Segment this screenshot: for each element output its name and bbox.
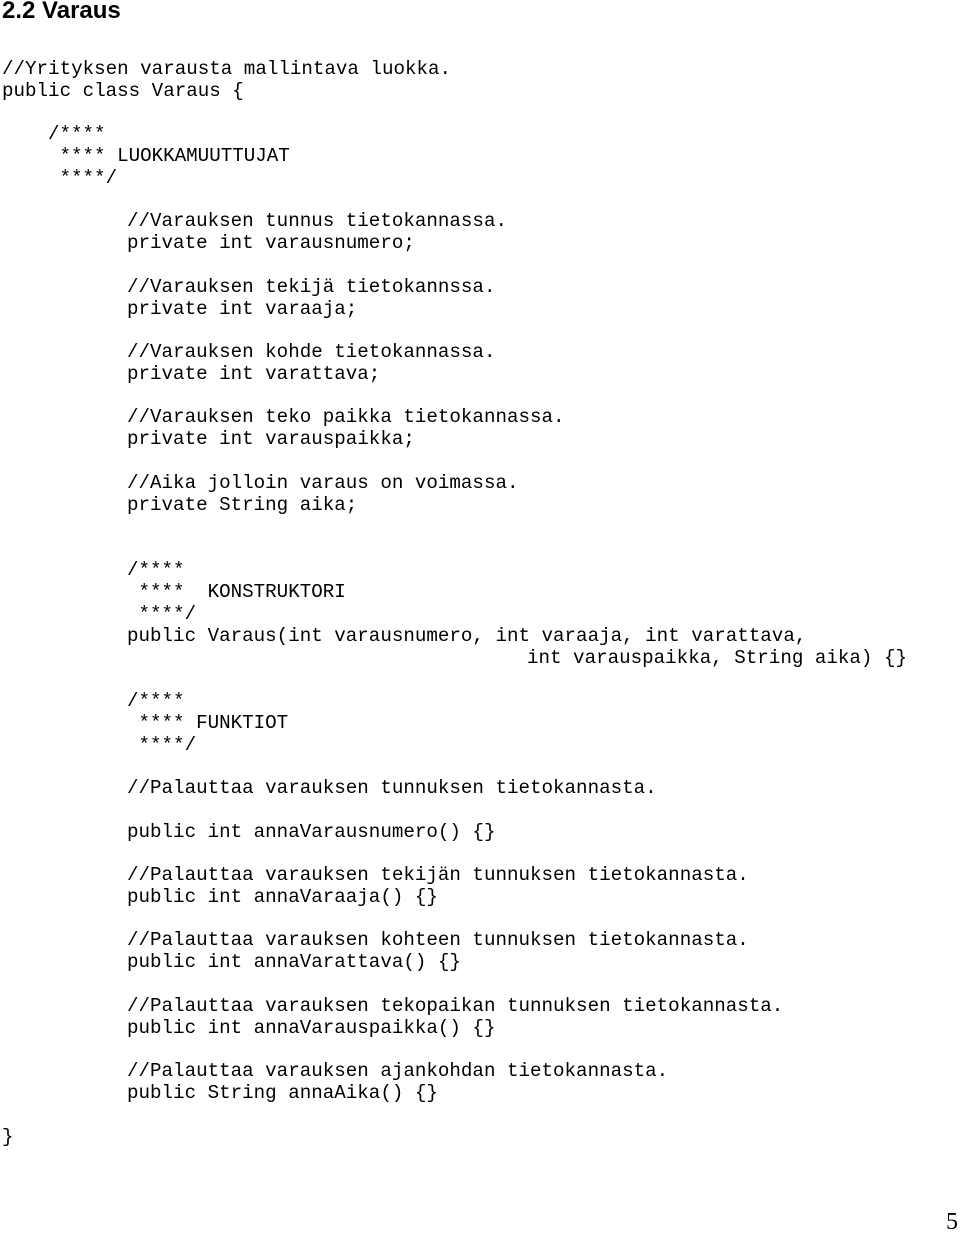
section-heading: 2.2 Varaus bbox=[2, 0, 121, 24]
code-line: int varauspaikka, String aika) {} bbox=[527, 647, 907, 669]
code-line: //Palauttaa varauksen kohteen tunnuksen tietokannasta. bbox=[127, 929, 749, 951]
code-line: **** KONSTRUKTORI bbox=[127, 581, 346, 603]
code-line: public Varaus(int varausnumero, int varaaja, int varattava, bbox=[127, 625, 807, 647]
code-line: ****/ bbox=[127, 603, 197, 625]
code-line: private String aika; bbox=[127, 494, 358, 516]
code-line: ****/ bbox=[127, 734, 197, 756]
code-line: **** LUOKKAMUUTTUJAT bbox=[48, 145, 290, 167]
code-line: public int annaVarattava() {} bbox=[127, 951, 461, 973]
code-line: } bbox=[2, 1126, 14, 1148]
code-line: private int varauspaikka; bbox=[127, 428, 415, 450]
code-line: //Varauksen kohde tietokannassa. bbox=[127, 341, 496, 363]
code-line: private int varaaja; bbox=[127, 298, 358, 320]
code-line: /**** bbox=[48, 123, 106, 145]
code-line: public int annaVarausnumero() {} bbox=[127, 821, 496, 843]
code-line: /**** bbox=[127, 690, 185, 712]
code-line: //Varauksen teko paikka tietokannassa. bbox=[127, 406, 565, 428]
code-line: //Yrityksen varausta mallintava luokka. bbox=[2, 58, 452, 80]
code-line: public class Varaus { bbox=[2, 80, 244, 102]
code-line: //Palauttaa varauksen ajankohdan tietokannasta. bbox=[127, 1060, 669, 1082]
code-line: private int varausnumero; bbox=[127, 232, 415, 254]
code-line: public int annaVarauspaikka() {} bbox=[127, 1017, 496, 1039]
code-line: //Palauttaa varauksen tekijän tunnuksen tietokannasta. bbox=[127, 864, 749, 886]
page-number: 5 bbox=[946, 1209, 958, 1235]
code-line: //Palauttaa varauksen tunnuksen tietokannasta. bbox=[127, 777, 657, 799]
code-line: ****/ bbox=[48, 167, 118, 189]
code-line: public String annaAika() {} bbox=[127, 1082, 438, 1104]
code-line: //Palauttaa varauksen tekopaikan tunnuksen tietokannasta. bbox=[127, 995, 784, 1017]
code-line: public int annaVaraaja() {} bbox=[127, 886, 438, 908]
code-line: //Varauksen tunnus tietokannassa. bbox=[127, 210, 507, 232]
code-line: //Aika jolloin varaus on voimassa. bbox=[127, 472, 519, 494]
code-line: private int varattava; bbox=[127, 363, 381, 385]
code-line: **** FUNKTIOT bbox=[127, 712, 289, 734]
code-line: //Varauksen tekijä tietokannssa. bbox=[127, 276, 496, 298]
code-line: /**** bbox=[127, 559, 185, 581]
